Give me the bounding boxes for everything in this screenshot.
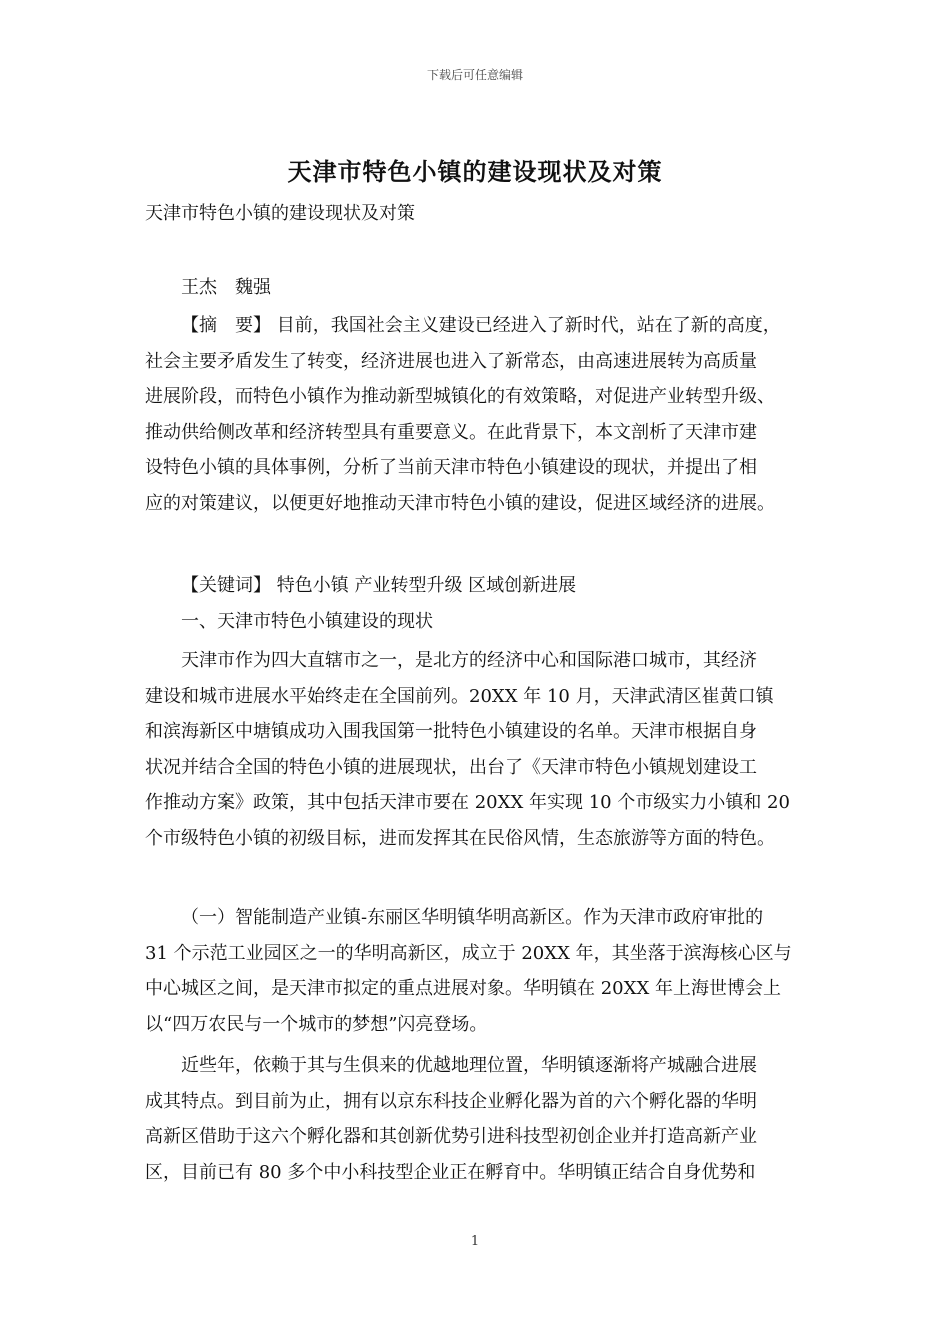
paragraph-line: 天津市作为四大直辖市之一，是北方的经济中心和国际港口城市，其经济	[181, 650, 757, 671]
abstract-line: 推动供给侧改革和经济转型具有重要意义。在此背景下，本文剖析了天津市建	[145, 421, 757, 443]
paragraph-line: 作推动方案》政策，其中包括天津市要在 20XX 年实现 10 个市级实力小镇和 20	[145, 792, 790, 813]
paragraph-line: 建设和城市进展水平始终走在全国前列。20XX 年 10 月，天津武清区崔黄口镇	[145, 685, 774, 707]
paragraph	[145, 900, 825, 1042]
paragraph-line: 状况并结合全国的特色小镇的进展现状，出台了《天津市特色小镇规划建设工	[145, 756, 757, 778]
paragraph	[145, 1048, 825, 1190]
paragraph-line: 高新区借助于这六个孵化器和其创新优势引进科技型初创企业并打造高新产业	[145, 1126, 757, 1147]
page-number: 1	[470, 1234, 480, 1249]
paragraph-line: 区，目前已有 80 多个中小科技型企业正在孵育中。华明镇正结合自身优势和	[145, 1161, 756, 1183]
abstract-line: 进展阶段，而特色小镇作为推动新型城镇化的有效策略，对促进产业转型升级、	[145, 386, 775, 407]
paragraph-line: 成其特点。到目前为止，拥有以京东科技企业孵化器为首的六个孵化器的华明	[145, 1090, 757, 1112]
paragraph-line: 31 个示范工业园区之一的华明高新区，成立于 20XX 年，其坐落于滨海核心区与	[145, 942, 792, 964]
abstract	[145, 308, 825, 521]
section-heading: 一、天津市特色小镇建设的现状	[181, 611, 433, 632]
authors: 王杰 魏强	[181, 277, 271, 298]
paragraph-line: 个市级特色小镇的初级目标，进而发挥其在民俗风情，生态旅游等方面的特色。	[145, 827, 775, 849]
document-subtitle: 天津市特色小镇的建设现状及对策	[145, 203, 415, 224]
abstract-line: 社会主要矛盾发生了转变，经济进展也进入了新常态，由高速进展转为高质量	[145, 350, 757, 372]
paragraph-line: 中心城区之间，是天津市拟定的重点进展对象。华明镇在 20XX 年上海世博会上	[145, 978, 781, 999]
paragraph-line: 近些年，依赖于其与生俱来的优越地理位置，华明镇逐渐将产城融合进展	[181, 1055, 757, 1076]
paragraph	[145, 643, 825, 856]
abstract-line: 应的对策建议，以便更好地推动天津市特色小镇的建设，促进区域经济的进展。	[145, 492, 775, 514]
page-header: 下载后可任意编辑	[426, 68, 523, 82]
paragraph-line: （一）智能制造产业镇-东丽区华明镇华明高新区。作为天津市政府审批的	[181, 907, 764, 928]
document-title: 天津市特色小镇的建设现状及对策	[287, 157, 663, 186]
paragraph-line: 和滨海新区中塘镇成功入围我国第一批特色小镇建设的名单。天津市根据自身	[145, 721, 757, 742]
abstract-line: 设特色小镇的具体事例，分析了当前天津市特色小镇建设的现状，并提出了相	[145, 457, 757, 478]
keywords: 【关键词】 特色小镇 产业转型升级 区域创新进展	[181, 575, 577, 596]
paragraph-line: 以“四万农民与一个城市的梦想”闪亮登场。	[145, 1013, 488, 1035]
abstract-line: 【摘 要】 目前，我国社会主义建设已经进入了新时代，站在了新的高度，	[181, 315, 781, 336]
